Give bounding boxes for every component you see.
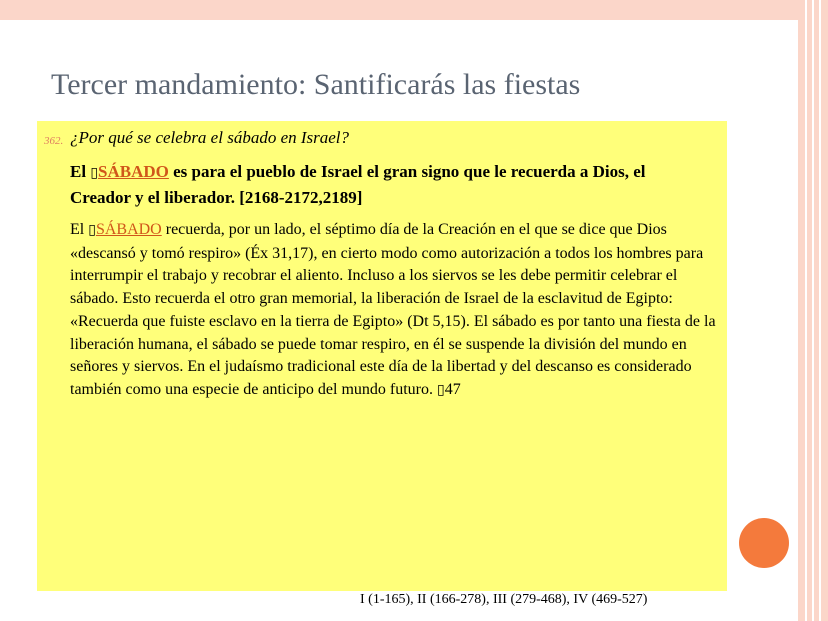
sabado-link[interactable]: SÁBADO (98, 162, 169, 181)
slide-title: Tercer mandamiento: Santificarás las fiestas (51, 68, 581, 101)
reference-marker: ▯ (88, 223, 96, 238)
summary-lead: El (70, 162, 91, 181)
question-text: ¿Por qué se celebra el sábado en Israel? (70, 128, 350, 147)
reference-marker: ▯ (90, 166, 99, 181)
orange-circle-decoration (739, 518, 789, 568)
answer-body (70, 219, 720, 403)
sabado-link[interactable]: SÁBADO (95, 221, 162, 238)
reference-marker: ▯ (437, 382, 445, 398)
top-decorative-band (0, 0, 800, 20)
body-rest: recuerda, por un lado, el séptimo día de la Creación en el que se dice que Dios «descansó y tomó respiro» (Éx 31,17), en cierto modo como autorización a todos los hombres para interrumpir el trabajo y recobrar el aliento. Incluso a los siervos se les debe permitir celebrar el sábado. Esto recuerda el otro gran memorial, la liberación de Israel de la esclavitud de Egipto: «Recuerda que fuiste esclavo en la tierra de Egipto» (Dt 5,15). El sábado es por tanto una fiesta de la liberación humana, el sábado se puede tomar respiro, en él se suspende la división del mundo en señores y siervos. En el judaísmo tradicional este día de la libertad y del descanso es considerado también como una especie de anticipo del mundo futuro. (70, 221, 716, 398)
band-stripe (805, 0, 807, 621)
band-stripe (819, 0, 821, 621)
body-lead: El (70, 221, 89, 238)
reference-number: 47 (444, 380, 461, 398)
answer-summary (70, 160, 710, 210)
band-stripe (812, 0, 814, 621)
summary-rest: es para el pueblo de Israel el gran signo que le recuerda a Dios, el Creador y el liberador. [2168-2172,2189] (70, 162, 646, 207)
part-ranges-footer: I (1-165), II (166-278), III (279-468), IV (469-527) (360, 592, 648, 607)
question-number: 362. (44, 135, 64, 147)
